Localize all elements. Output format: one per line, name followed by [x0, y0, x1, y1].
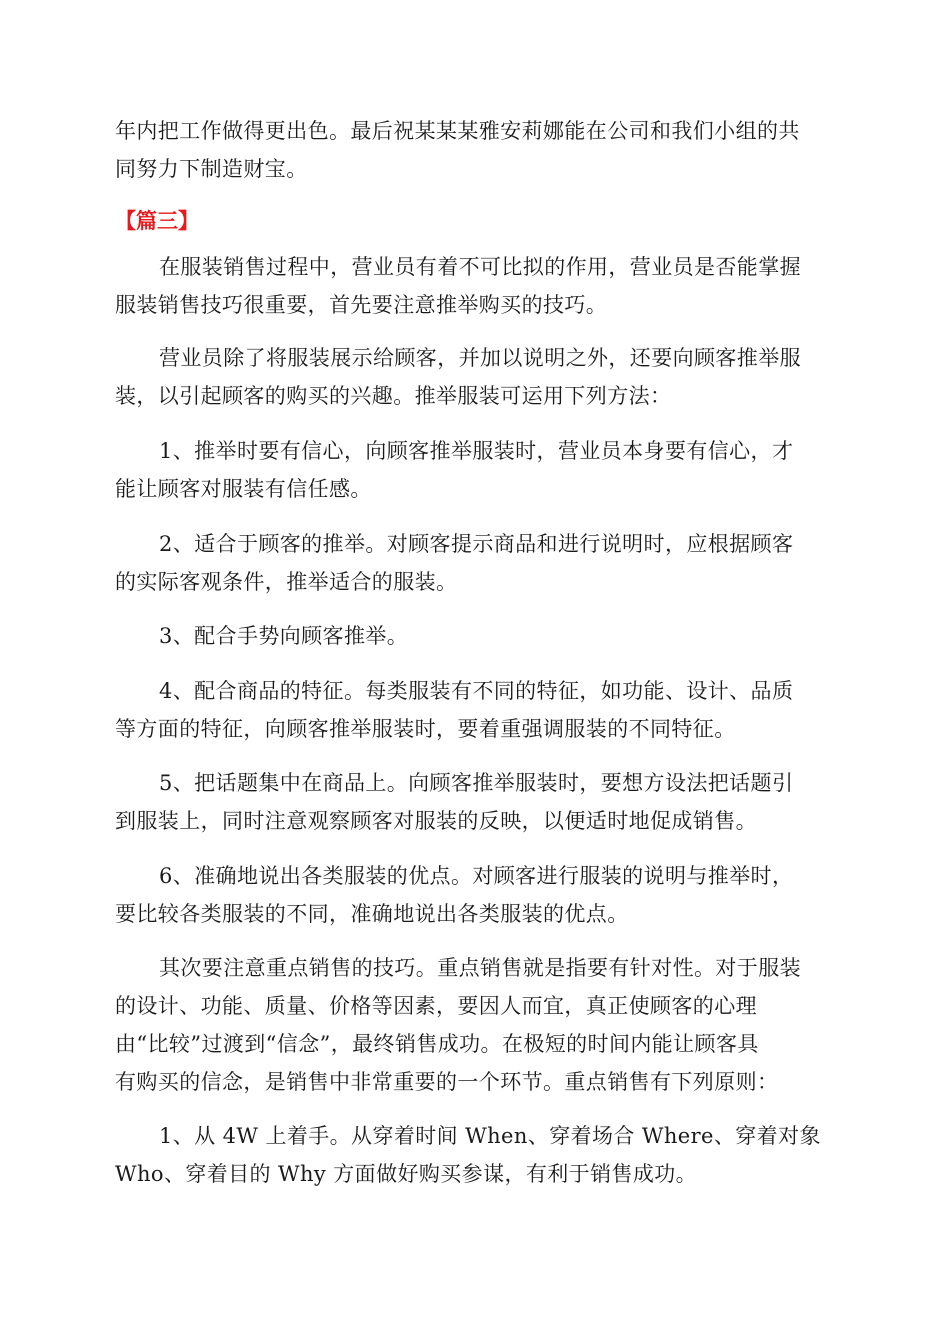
paragraph-6 [115, 672, 835, 748]
paragraph-8 [115, 857, 835, 933]
text-line: 6、准确地说出各类服装的优点。对顾客进行服装的说明与推举时， [159, 864, 794, 888]
paragraph-10 [115, 1117, 835, 1193]
text-line: 3、配合手势向顾客推举。 [159, 624, 409, 648]
text-line: 2、适合于顾客的推举。对顾客提示商品和进行说明时，应根据顾客 [159, 532, 794, 556]
intro-paragraph [115, 112, 835, 188]
text-line: 5、把话题集中在商品上。向顾客推举服装时，要想方设法把话题引 [159, 771, 794, 795]
paragraph-2 [115, 339, 835, 415]
paragraph-5 [115, 617, 835, 655]
text-line: 到服装上，同时注意观察顾客对服装的反映，以便适时地促成销售。 [115, 809, 757, 833]
text-line: 由“比较”过渡到“信念”，最终销售成功。在极短的时间内能让顾客具 [115, 1032, 759, 1056]
text-line: 1、推举时要有信心，向顾客推举服装时，营业员本身要有信心，才 [159, 439, 794, 463]
text-line: 的实际客观条件，推举适合的服装。 [115, 570, 458, 594]
text-line: 营业员除了将服装展示给顾客，并加以说明之外，还要向顾客推举服 [159, 346, 801, 370]
paragraph-9 [115, 949, 835, 1101]
text-line: Who、穿着目的 Why 方面做好购买参谋，有利于销售成功。 [115, 1162, 698, 1186]
text-line: 的设计、功能、质量、价格等因素，要因人而宜，真正使顾客的心理 [115, 994, 757, 1018]
text-line: 能让顾客对服装有信任感。 [115, 477, 372, 501]
text-line: 服装销售技巧很重要，首先要注意推举购买的技巧。 [115, 293, 608, 317]
section-heading: 【篇三】 [115, 209, 199, 233]
text-line: 要比较各类服装的不同，准确地说出各类服装的优点。 [115, 902, 629, 926]
paragraph-1 [115, 248, 835, 324]
text-line: 年内把工作做得更出色。最后祝某某某雅安莉娜能在公司和我们小组的共 [115, 119, 800, 143]
text-line: 1、从 4W 上着手。从穿着时间 When、穿着场合 Where、穿着对象 [159, 1124, 821, 1148]
text-line: 装，以引起顾客的购买的兴趣。推举服装可运用下列方法： [115, 384, 672, 408]
text-line: 在服装销售过程中，营业员有着不可比拟的作用，营业员是否能掌握 [159, 255, 801, 279]
paragraph-4 [115, 525, 835, 601]
paragraph-3 [115, 432, 835, 508]
text-line: 等方面的特征，向顾客推举服装时，要着重强调服装的不同特征。 [115, 717, 736, 741]
paragraph-7 [115, 764, 835, 840]
text-line: 4、配合商品的特征。每类服装有不同的特征，如功能、设计、品质 [159, 679, 794, 703]
text-line: 同努力下制造财宝。 [115, 157, 308, 181]
text-line: 有购买的信念，是销售中非常重要的一个环节。重点销售有下列原则： [115, 1070, 779, 1094]
text-line: 其次要注意重点销售的技巧。重点销售就是指要有针对性。对于服装 [159, 956, 801, 980]
